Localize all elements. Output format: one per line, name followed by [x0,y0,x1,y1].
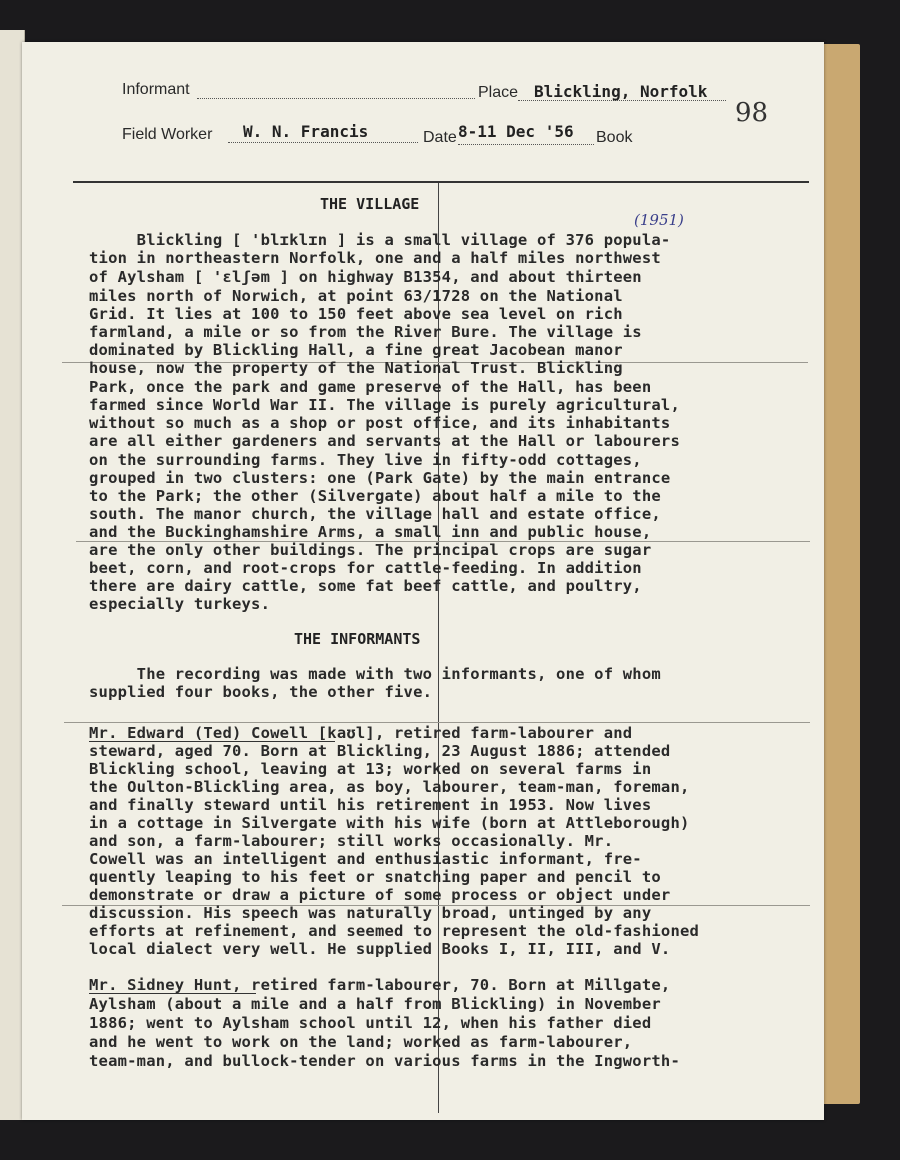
page-number: 98 [735,98,769,128]
field-worker-label: Field Worker [122,126,213,143]
text-line: house, now the property of the National Trust. Blickling [89,359,623,377]
text-line: are all either gardeners and servants at the Hall or labourers [89,432,680,450]
text-line: of Aylsham [ 'ɛlʃəm ] on highway B1354, and about thirteen [89,268,642,286]
text-line: and the Buckinghamshire Arms, a small inn and public house, [89,523,652,541]
date-value: 8-11 Dec '56 [458,122,574,141]
text-line: in a cottage in Silvergate with his wife (born at Attleborough) [89,814,690,832]
text-line: farmed since World War II. The village is purely agricultural, [89,396,680,414]
text-line: local dialect very well. He supplied Books I, II, III, and V. [89,940,671,958]
text-line: there are dairy cattle, some fat beef cattle, and poultry, [89,577,642,595]
text-line: and finally steward until his retirement in 1953. Now lives [89,796,652,814]
text-line: miles north of Norwich, at point 63/1728 on the National [89,287,623,305]
place-value: Blickling, Norfolk [534,82,708,101]
text-line: The recording was made with two informants, one of whom [89,665,661,683]
text-line: Park, once the park and game preserve of the Hall, has been [89,378,652,396]
informant-line [197,98,475,99]
text-line: farmland, a mile or so from the River Bure. The village is [89,323,642,341]
text-line: demonstrate or draw a picture of some process or object under [89,886,671,904]
header-rule [73,181,809,183]
section-heading-village: THE VILLAGE [320,195,420,213]
date-label: Date [423,129,457,146]
underline-hunt-name [89,993,256,994]
crease-line [64,722,810,723]
text-line: to the Park; the other (Silvergate) about half a mile to the [89,487,661,505]
text-line: quently leaping to his feet or snatching paper and pencil to [89,868,661,886]
underline-cowell-name [89,741,335,742]
text-line: especially turkeys. [89,595,271,613]
text-line: tion in northeastern Norfolk, one and a half miles northwest [89,249,661,267]
field-worker-line [228,142,418,143]
text-line: efforts at refinement, and seemed to represent the old-fashioned [89,922,700,940]
informant-label: Informant [122,81,190,98]
book-label: Book [596,129,633,146]
text-line: are the only other buildings. The principal crops are sugar [89,541,652,559]
text-line: Grid. It lies at 100 to 150 feet above sea level on rich [89,305,623,323]
text-line: discussion. His speech was naturally broad, untinged by any [89,904,652,922]
text-line: supplied four books, the other five. [89,683,433,701]
text-line: Blickling school, leaving at 13; worked on several farms in [89,760,652,778]
text-line: Blickling [ 'blɪklɪn ] is a small village of 376 popula- [89,231,671,249]
text-line: Cowell was an intelligent and enthusiastic informant, fre- [89,850,642,868]
text-line: and son, a farm-labourer; still works occasionally. Mr. [89,832,614,850]
text-line: steward, aged 70. Born at Blickling, 23 August 1886; attended [89,742,671,760]
date-line [458,144,594,145]
text-line: Mr. Sidney Hunt, retired farm-labourer, 70. Born at Millgate, [89,976,671,994]
text-line: south. The manor church, the village hall and estate office, [89,505,661,523]
handwritten-population-year: (1951) [634,211,684,229]
text-line: the Oulton-Blickling area, as boy, labourer, team-man, foreman, [89,778,690,796]
section-heading-informants: THE INFORMANTS [294,630,421,648]
text-line: on the surrounding farms. They live in fifty-odd cottages, [89,451,642,469]
text-line: 1886; went to Aylsham school until 12, when his father died [89,1014,652,1032]
text-line: Aylsham (about a mile and a half from Blickling) in November [89,995,661,1013]
text-line: and he went to work on the land; worked as farm-labourer, [89,1033,633,1051]
place-label: Place [478,84,519,101]
text-line: Mr. Edward (Ted) Cowell [kaʊl], retired farm-labourer and [89,724,633,742]
text-line: team-man, and bullock-tender on various farms in the Ingworth- [89,1052,680,1070]
field-worker-value: W. N. Francis [243,122,369,141]
text-line: beet, corn, and root-crops for cattle-feeding. In addition [89,559,642,577]
text-line: grouped in two clusters: one (Park Gate) by the main entrance [89,469,671,487]
text-line: without so much as a shop or post office, and its inhabitants [89,414,671,432]
text-line: dominated by Blickling Hall, a fine great Jacobean manor [89,341,623,359]
